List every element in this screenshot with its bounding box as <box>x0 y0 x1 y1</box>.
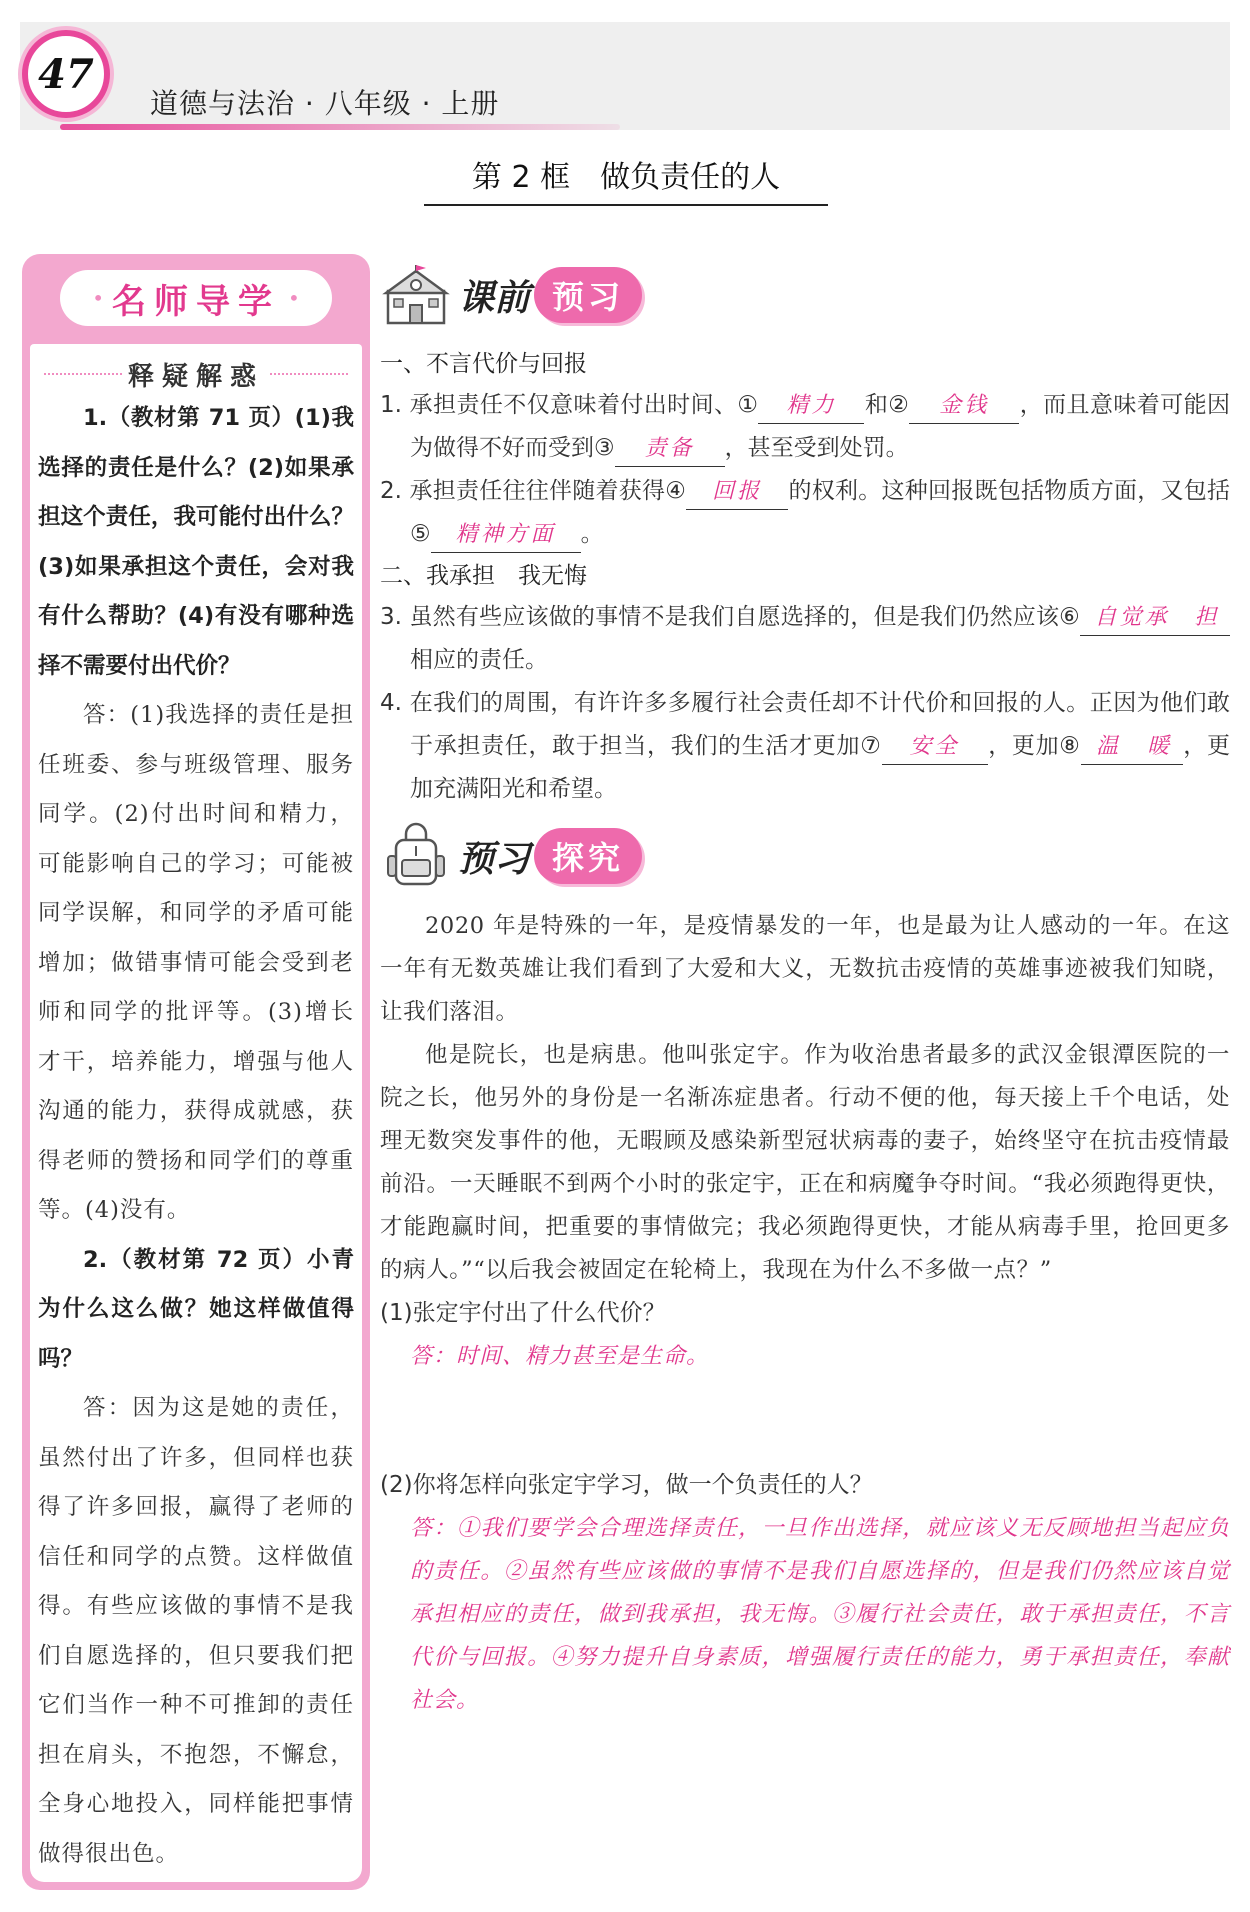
answer-blank <box>1184 600 1230 636</box>
answer-text: 安全 <box>909 734 960 759</box>
explore-paragraph-2: 他是院长，也是病患。他叫张定宇。作为收治患者最多的武汉金银潭医院的一院之长，他另外的身份是一名渐冻症患者。行动不便的他，每天接上千个电话，处理无数突发事件的他，无暇顾及感染新型冠状病毒的妻子，始终坚守在抗击疫情最前沿。一天睡眠不到两个小时的张定宇，正在和病魔争夺时间。“我必须跑得更快，才能跑赢时间，把重要的事情做完；我必须跑得更快，才能从病毒手里，抢回更多的病人。”“以后我会被固定在轮椅上，我现在为什么不多做一点？” <box>380 1042 1230 1283</box>
explore-question-1: (1)张定宇付出了什么代价？ <box>380 1300 666 1326</box>
explore-section <box>380 905 1230 1722</box>
explore-paragraph-1: 2020 年是特殊的一年，是疫情暴发的一年，也是最为让人感动的一年。在这一年有无数英雄让我们看到了大爱和大义，无数抗击疫情的英雄事迹被我们知晓，让我们落泪。 <box>380 913 1230 1025</box>
explore-banner <box>380 817 1230 895</box>
dot-icon: • <box>92 286 104 310</box>
sidebar-title: 名师导学 <box>112 281 280 322</box>
preview-section <box>380 344 1230 811</box>
dot-icon: • <box>288 286 300 310</box>
book-title: 道德与法治 · 八年级 · 上册 <box>150 87 500 120</box>
section-title: 第 2 框 做负责任的人 <box>424 152 828 206</box>
item-text: 和② <box>864 392 910 418</box>
answer-blank <box>758 388 864 424</box>
item-text: 的权利。这种回报既包括物质方面，又包括⑤ <box>410 478 1231 547</box>
item-text: ，而且意味着可能因为做得不好而受到③ <box>410 392 1231 461</box>
dotted-divider <box>44 373 122 375</box>
preview-item-2 <box>380 470 1230 556</box>
answer-text: 责备 <box>644 436 695 461</box>
answer-text: 暖 <box>1147 734 1173 759</box>
item-text: ，更加⑧ <box>987 733 1081 759</box>
preview-heading-2: 二、我承担 我无悔 <box>380 563 587 589</box>
answer-blank <box>882 729 988 765</box>
answer-text: 精力 <box>786 393 837 418</box>
explore-answer-2: 答：①我们要学会合理选择责任，一旦作出选择，就应该义无反顾地担当起应负的责任。②虽然有些应该做的事情不是我们自愿选择的，但是我们仍然应该自觉承担相应的责任，做到我承担，我无悔。③履行社会责任，敢于承担责任，不言代价与回报。④努力提升自身素质，增强履行责任的能力，勇于承担责任，奉献社会。 <box>410 1516 1230 1713</box>
item-text: ，甚至受到处罚。 <box>724 435 909 461</box>
item-text: 2. 承担责任往往伴随着获得④ <box>380 478 687 504</box>
preview-item-3 <box>380 596 1230 682</box>
answer-blank <box>1080 600 1184 636</box>
explore-question-2: (2)你将怎样向张定宇学习，做一个负责任的人？ <box>380 1472 873 1498</box>
item-text: 4. 在我们的周围，有许许多多履行社会责任却不计代价和回报的人。正因为他们敢于承担责任，敢于担当，我们的生活才更加⑦ <box>380 690 1230 759</box>
sidebar-subtitle-row <box>38 354 354 394</box>
page-number: 47 <box>38 50 94 98</box>
sidebar-answer: 答：因为这是她的责任，虽然付出了许多，但同样也获得了许多回报，赢得了老师的信任和同学的点赞。这样做值得。有些应该做的事情不是我们自愿选择的，但只要我们把它们当作一种不可推卸的责任担在肩头，不抱怨，不懈怠，全身心地投入，同样能把事情做得很出色。 <box>38 1395 354 1867</box>
answer-blank <box>1137 729 1183 765</box>
sidebar-title-pill <box>60 270 332 326</box>
answer-text: 温 <box>1096 734 1122 759</box>
header-accent-line <box>60 124 620 130</box>
answer-blank <box>431 517 581 553</box>
item-text: 相应的责任。 <box>410 647 548 673</box>
preview-banner <box>380 256 1230 334</box>
dotted-divider <box>270 373 348 375</box>
preview-item-4 <box>380 682 1230 811</box>
answer-blank <box>615 431 725 467</box>
banner-text: 预习 <box>458 838 531 880</box>
sidebar-qa-1 <box>38 394 354 1879</box>
banner-pill: 探究 <box>534 828 642 884</box>
item-text: 。 <box>580 521 604 547</box>
preview-heading-1: 一、不言代价与回报 <box>380 351 587 377</box>
answer-text: 自觉承 <box>1094 605 1170 630</box>
sidebar-answer: 答：(1)我选择的责任是担任班委、参与班级管理、服务同学。(2)付出时间和精力，可能影响自己的学习；可能被同学误解，和同学的矛盾可能增加；做错事情可能会受到老师和同学的批评等。(3)增长才干，培养能力，增强与他人沟通的能力，获得成就感，获得老师的赞扬和同学们的尊重等。(4)没有。 <box>38 702 354 1223</box>
sidebar-question: 1.（教材第 71 页）(1)我选择的责任是什么？(2)如果承担这个责任，我可能付出什么？(3)如果承担这个责任，会对我有什么帮助？(4)有没有哪种选择不需要付出代价？ <box>38 405 354 679</box>
page-number-badge <box>22 30 110 118</box>
answer-blank <box>1081 729 1137 765</box>
item-text: 3. 虽然有些应该做的事情不是我们自愿选择的，但是我们仍然应该⑥ <box>380 604 1080 630</box>
school-building-icon <box>382 261 450 329</box>
sidebar-body <box>30 344 362 1882</box>
explore-answer-1: 答：时间、精力甚至是生命。 <box>410 1344 710 1369</box>
banner-pill: 预习 <box>534 267 642 323</box>
item-text: ，更加充满阳光和希望。 <box>410 733 1230 802</box>
item-text: 1. 承担责任不仅意味着付出时间、① <box>380 392 759 418</box>
banner-text: 课前 <box>458 277 531 319</box>
answer-text: 金钱 <box>939 393 990 418</box>
main-content <box>380 254 1230 1722</box>
backpack-icon <box>382 822 450 890</box>
answer-text: 精神方面 <box>455 522 556 547</box>
answer-text: 担 <box>1194 605 1220 630</box>
answer-blank <box>909 388 1019 424</box>
sidebar-subtitle: 释疑解惑 <box>128 361 265 392</box>
answer-text: 回报 <box>712 479 763 504</box>
sidebar-question: 2.（教材第 72 页）小青为什么这么做？她这样做值得吗？ <box>38 1246 354 1372</box>
preview-item-1 <box>380 384 1230 470</box>
answer-blank <box>686 474 788 510</box>
page-header <box>0 0 1250 150</box>
sidebar-teacher-guide <box>22 254 370 1890</box>
